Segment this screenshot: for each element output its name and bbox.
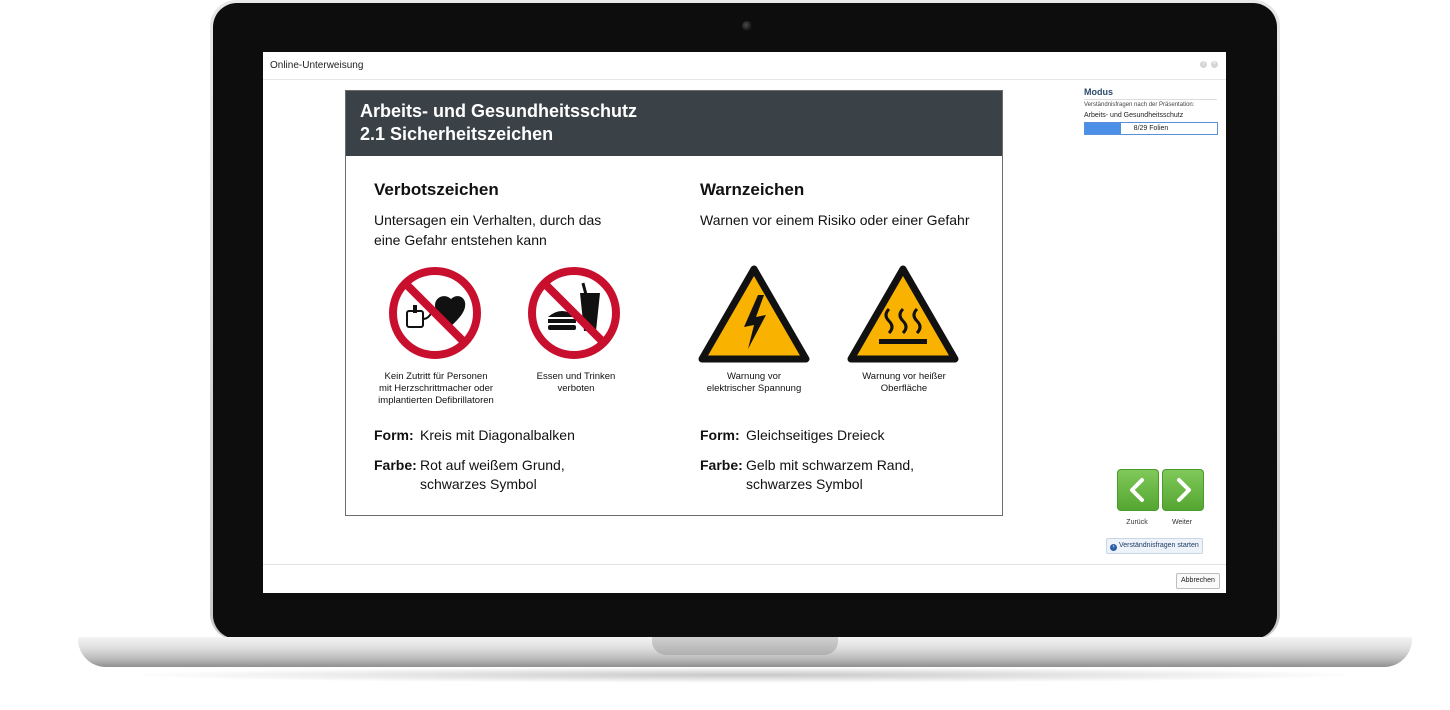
laptop-notch [652,637,838,655]
back-label: Zurück [1126,519,1148,526]
next-label: Weiter [1171,519,1193,526]
slide-progress-bar [1084,122,1218,135]
color-value-line: Rot auf weißem Grund, [420,457,565,473]
window-footer [263,564,1226,593]
caption-line: Warnung vor heißer [862,371,946,382]
no-pacemaker-sign-icon [387,265,483,361]
start-quiz-button[interactable] [1106,538,1203,554]
prohibition-color-label: Farbe: [374,457,417,473]
no-eating-drinking-sign-icon [526,265,622,361]
caption-line: implantierten Defibrillatoren [378,395,494,406]
mode-title: Modus [1084,87,1113,97]
prohibition-signs-title: Verbotszeichen [374,180,499,199]
warning-color-label: Farbe: [700,457,743,473]
cancel-button[interactable]: Abbrechen [1176,573,1220,589]
app-window [263,52,1226,593]
caption-line: elektrischer Spannung [706,383,802,394]
hot-surface-warning-icon [847,265,959,363]
laptop-shadow [120,667,1370,683]
warning-form-label: Form: [700,427,740,443]
caption-line: Warnung vor [726,371,782,382]
prohibition-form-label: Form: [374,427,414,443]
caption-line: Oberfläche [880,383,928,394]
slide-header [346,91,1002,156]
next-button[interactable] [1162,469,1204,511]
electric-voltage-caption [686,371,822,395]
back-button[interactable] [1117,469,1159,511]
window-title: Online-Unterweisung [270,60,364,71]
slide-heading-topic: Arbeits- und Gesundheitsschutz [360,101,638,121]
window-titlebar [263,52,1226,80]
start-quiz-label: Verständnisfragen starten [1119,542,1199,549]
prohibition-description-line: eine Gefahr entstehen kann [374,232,547,248]
prohibition-color-value [420,456,565,494]
prohibition-description-line: Untersagen ein Verhalten, durch das [374,212,602,228]
warning-color-value [746,456,914,494]
warning-signs-description: Warnen vor einem Risiko oder einer Gefahr [700,212,970,228]
mode-divider [1084,99,1217,100]
color-value-line: schwarzes Symbol [746,476,863,492]
warning-form-value: Gleichseitiges Dreieck [746,427,885,443]
electric-voltage-warning-icon [698,265,810,363]
progress-text: 8/29 Folien [1133,125,1169,132]
mode-topic: Arbeits- und Gesundheitsschutz [1084,112,1184,119]
webcam-icon [742,21,752,31]
caption-line: verboten [557,383,595,394]
prohibition-form-value: Kreis mit Diagonalbalken [420,427,575,443]
caption-line: mit Herzschrittmacher oder [378,383,494,394]
prohibition-signs-description [374,210,601,250]
chevron-right-icon [1163,470,1203,510]
warning-signs-title: Warnzeichen [700,180,805,199]
arrow-right-circle-icon: › [1110,544,1117,551]
caption-line: Essen und Trinken [536,371,616,382]
color-value-line: Gelb mit schwarzem Rand, [746,457,915,473]
no-eating-drinking-caption [516,371,636,395]
presentation-slide [345,90,1003,516]
slide-heading-section: 2.1 Sicherheitszeichen [360,124,554,144]
close-icon[interactable]: × [1212,61,1217,67]
chevron-left-icon [1118,470,1158,510]
mode-description: Verständnisfragen nach der Präsentation: [1084,102,1195,108]
hot-surface-caption [836,371,972,395]
caption-line: Kein Zutritt für Personen [384,371,488,382]
color-value-line: schwarzes Symbol [420,476,537,492]
help-icon[interactable]: ? [1201,61,1206,67]
no-pacemaker-caption [362,371,510,407]
